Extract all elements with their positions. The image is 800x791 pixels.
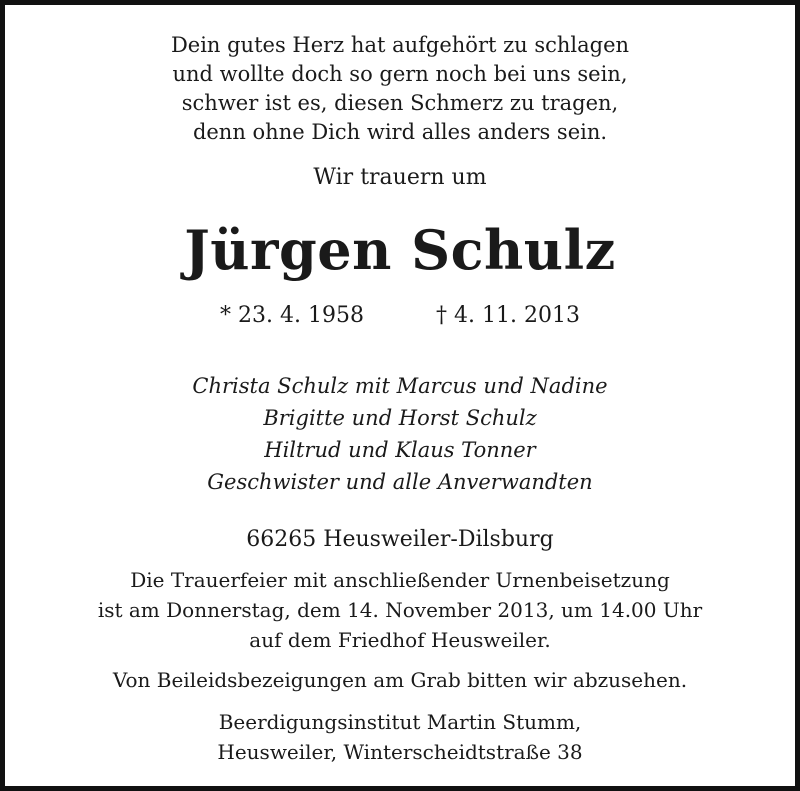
mourner-line-4: Geschwister und alle Anverwandten — [207, 470, 593, 494]
mourner-line-2: Brigitte und Horst Schulz — [263, 406, 537, 430]
intro-text: Wir trauern um — [313, 165, 487, 190]
ceremony-line-1: Die Trauerfeier mit anschließender Urnenbeisetzung — [130, 568, 670, 592]
mourner-line-3: Hiltrud und Klaus Tonner — [264, 438, 536, 462]
birth-date: * 23. 4. 1958 — [220, 303, 364, 328]
deceased-name: Jürgen Schulz — [184, 218, 616, 282]
residence-place: 66265 Heusweiler-Dilsburg — [246, 527, 554, 552]
mourner-line-1: Christa Schulz mit Marcus und Nadine — [192, 374, 608, 398]
condolence-note: Von Beileidsbezeigungen am Grab bitten wir abzusehen. — [112, 668, 688, 692]
verse-line-3: schwer ist es, diesen Schmerz zu tragen, — [181, 91, 619, 115]
verse-line-2: und wollte doch so gern noch bei uns sein, — [172, 62, 628, 86]
death-date: † 4. 11. 2013 — [436, 303, 580, 328]
undertaker-line-1: Beerdigungsinstitut Martin Stumm, — [218, 710, 582, 734]
ceremony-line-2: ist am Donnerstag, dem 14. November 2013, um 14.00 Uhr — [97, 598, 703, 622]
verse-line-4: denn ohne Dich wird alles anders sein. — [192, 120, 608, 144]
life-dates — [5, 303, 795, 328]
ceremony-line-3: auf dem Friedhof Heusweiler. — [249, 628, 551, 652]
verse-line-1: Dein gutes Herz hat aufgehört zu schlagen — [170, 33, 630, 57]
undertaker-line-2: Heusweiler, Winterscheidtstraße 38 — [217, 740, 583, 764]
